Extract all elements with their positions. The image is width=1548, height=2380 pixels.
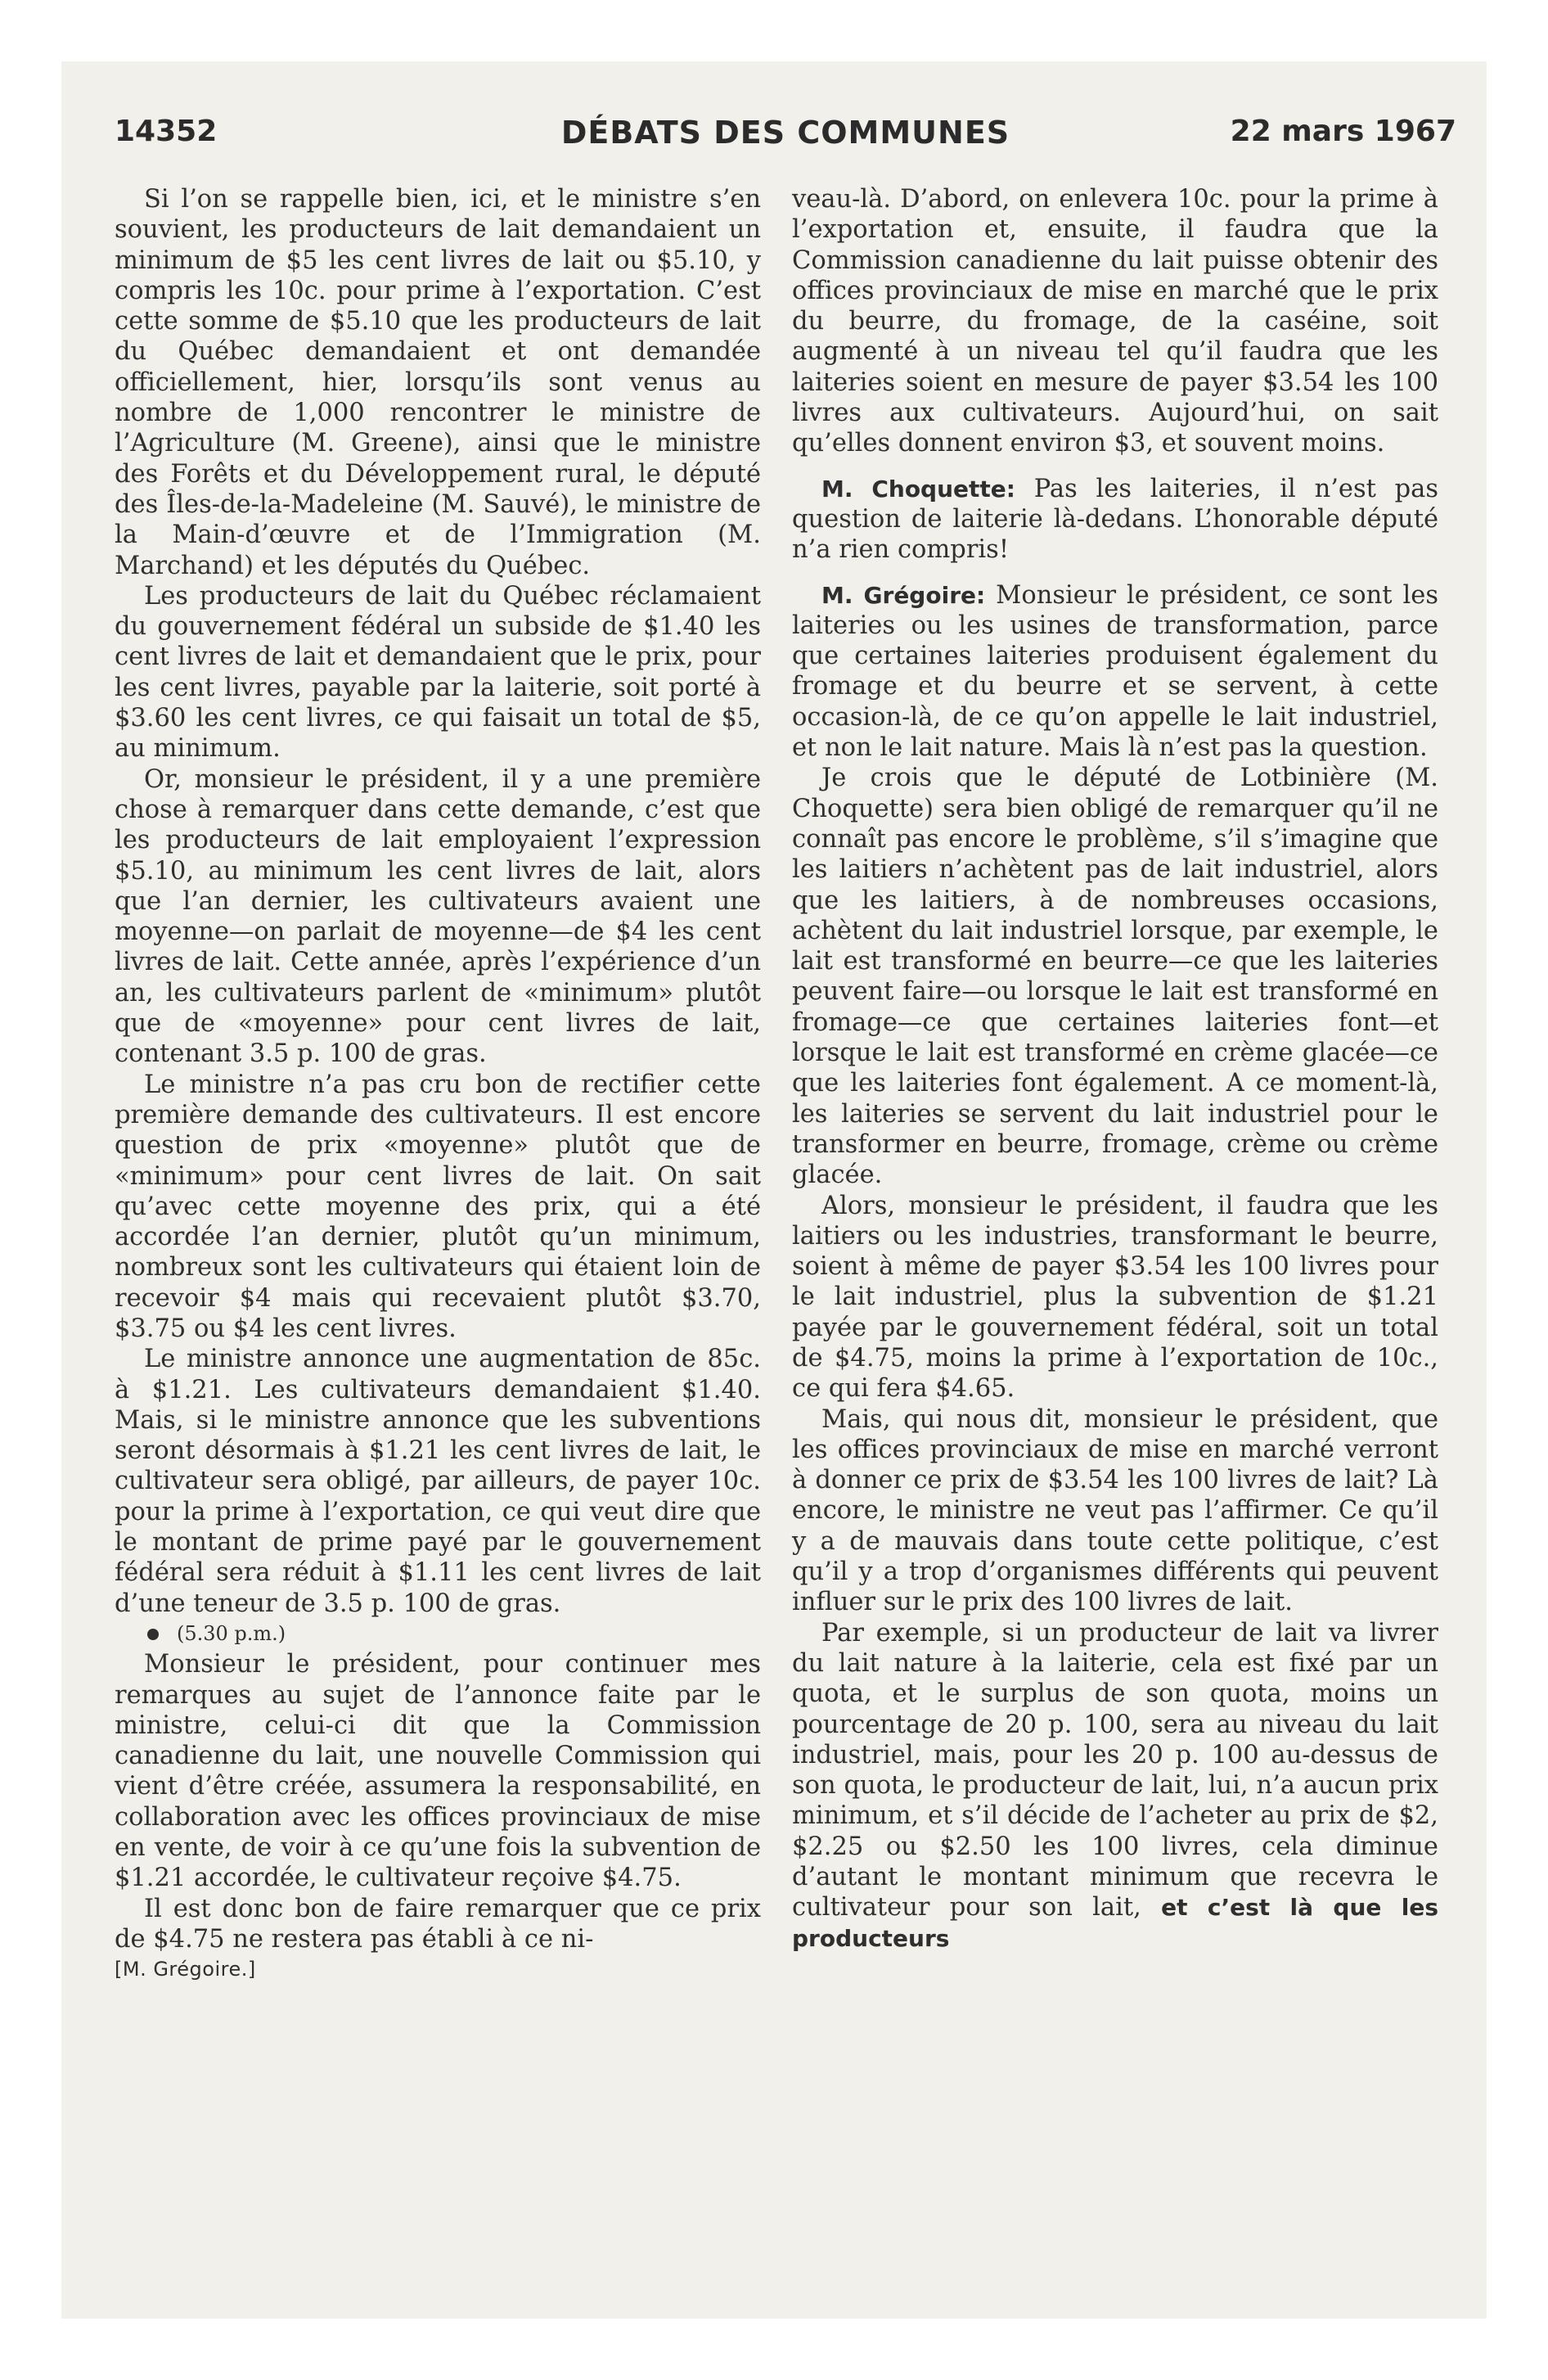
paragraph: veau-là. D’abord, on enlevera 10c. pour la prime à l’exportation et, ensuite, il faudra que la Commission canadienne du lait puisse obtenir des offices provinciaux de mise en marché que le prix du beurre, du fromage, de la caséine, soit augmenté à un niveau tel qu’il faudra que les laiteries soient en mesure de payer $3.54 les 100 livres aux cultivateurs. Aujourd’hui, on sait qu’elles donnent environ $3, et souvent moins. <box>792 185 1438 458</box>
paragraph: Si l’on se rappelle bien, ici, et le ministre s’en souvient, les producteurs de lait demandaient un minimum de $5 les cent livres de lait ou $5.10, y compris les 10c. pour prime à l’exportation. C’est cette somme de $5.10 que les producteurs de lait du Québec demandaient et ont demandée officiellement, hier, lorsqu’ils sont venus au nombre de 1,000 rencontrer le ministre de l’Agriculture (M. Greene), ainsi que le ministre des Forêts et du Développement rural, le député des Îles-de-la-Madeleine (M. Sauvé), le ministre de la Main-d’œuvre et de l’Immigration (M. Marchand) et les députés du Québec. <box>115 185 761 580</box>
paragraph: Alors, monsieur le président, il faudra que les laitiers ou les industries, transformant le beurre, soient à même de payer $3.54 les 100 livres pour le lait industriel, plus la subvention de $1.21 payée par le gouvernement fédéral, soit un total de $4.75, moins la prime à l’exportation de 10c., ce qui fera $4.65. <box>792 1191 1438 1404</box>
page-title: DÉBATS DES COMMUNES <box>560 115 1010 151</box>
page-date: 22 mars 1967 <box>1230 115 1456 148</box>
timestamp-text: (5.30 p.m.) <box>177 1621 286 1645</box>
timestamp <box>115 1619 761 1649</box>
paragraph: Les producteurs de lait du Québec réclamaient du gouvernement fédéral un subside de $1.40 les cent livres de lait et demandaient que le prix, pour les cent livres, payable par la laiterie, soit porté à $3.60 les cent livres, ce qui faisait un total de $5, au minimum. <box>115 581 761 764</box>
paragraph: Il est donc bon de faire remarquer que ce prix de $4.75 ne restera pas établi à ce ni- <box>115 1894 761 1954</box>
page-header <box>115 115 1456 156</box>
bullet-icon <box>147 1629 159 1640</box>
speaker-name: M. Grégoire: <box>821 581 986 609</box>
paragraph: Or, monsieur le président, il y a une première chose à remarquer dans cette demande, c’est que les producteurs de lait employaient l’expression $5.10, au minimum les cent livres de lait, alors que l’an dernier, les cultivateurs avaient une moyenne—on parlait de moyenne—de $4 les cent livres de lait. Cette année, après l’expérience d’un an, les cultivateurs parlent de «minimum» plutôt que de «moyenne» pour cent livres de lait, contenant 3.5 p. 100 de gras. <box>115 764 761 1069</box>
speaker-name: M. Choquette: <box>821 475 1015 503</box>
paragraph: Je crois que le député de Lotbinière (M. Choquette) sera bien obligé de remarquer qu’il ne connaît pas encore le problème, s’il s’imagine que les laitiers n’achètent pas de lait industriel, alors que les laitiers, à de nombreuses occasions, achètent du lait industriel lorsque, par exemple, le lait est transformé en beurre—ce que les laiteries peuvent faire—ou lorsque le lait est transformé en fromage—ce que certaines laiteries font—et lorsque le lait est transformé en crème glacée—ce que les laiteries font également. A ce moment-là, les laiteries se servent du lait industriel pour le transformer en beurre, fromage, crème ou crème glacée. <box>792 764 1438 1190</box>
speech-text: Pas les laiteries, il n’est pas question de laiterie là-dedans. L’honorable député n’a rien compris! <box>792 474 1439 565</box>
paragraph-text: Par exemple, si un producteur de lait va livrer du lait nature à la laiterie, cela est fixé par un quota, et le surplus de son quota, moins un pourcentage de 20 p. 100, sera au niveau du lait industriel, mais, pour les 20 p. 100 au-dessus de son quota, le producteur de lait, lui, n’a aucun prix minimum, et s’il décide de l’acheter au prix de $2, $2.25 ou $2.50 les 100 livres, cela diminue d’autant le montant minimum que recevra le cultivateur pour son lait, <box>792 1618 1438 1922</box>
paragraph: Monsieur le président, pour continuer mes remarques au sujet de l’annonce faite par le ministre, celui-ci dit que la Commission canadienne du lait, une nouvelle Commission qui vient d’être créée, assumera la responsabilité, en collaboration avec les offices provinciaux de mise en vente, de voir à ce qu’une fois la subvention de $1.21 accordée, le cultivateur reçoive $4.75. <box>115 1650 761 1893</box>
paragraph: Le ministre n’a pas cru bon de rectifier cette première demande des cultivateurs. Il est encore question de prix «moyenne» plutôt que de «minimum» pour cent livres de lait. On sait qu’avec cette moyenne des prix, qui a été accordée l’an dernier, plutôt qu’un minimum, nombreux sont les cultivateurs qui étaient loin de recevoir $4 mais qui recevaient plutôt $3.70, $3.75 ou $4 les cent livres. <box>115 1070 761 1343</box>
paragraph <box>792 1618 1438 1954</box>
paragraph-tail: et c’est là que les producteurs <box>792 1894 1438 1952</box>
paragraph-speech <box>792 580 1438 764</box>
speaker-attribution: [M. Grégoire.] <box>115 1958 256 1981</box>
right-column <box>792 184 1438 1954</box>
paragraph: Mais, qui nous dit, monsieur le président, que les offices provinciaux de mise en marché verront à donner ce prix de $3.54 les 100 livres de lait? Là encore, le ministre ne veut pas l’affirmer. Ce qu’il y a de mauvais dans toute cette politique, c’est qu’il y a trop d’organismes différents qui peuvent influer sur le prix des 100 livres de lait. <box>792 1404 1438 1617</box>
left-column <box>115 184 761 1986</box>
paragraph: Le ministre annonce une augmentation de 85c. à $1.21. Les cultivateurs demandaient $1.40. Mais, si le ministre annonce que les subventions seront désormais à $1.21 les cent livres de lait, le cultivateur sera obligé, par ailleurs, de payer 10c. pour la prime à l’exportation, ce qui veut dire que le montant de prime payé par le gouvernement fédéral sera réduit à $1.11 les cent livres de lait d’une teneur de 3.5 p. 100 de gras. <box>115 1345 761 1618</box>
paragraph-speech <box>792 474 1438 566</box>
speech-text: Monsieur le président, ce sont les laiteries ou les usines de transformation, parce que certaines laiteries produisent également du fromage et du beurre et se servent, à cette occasion-là, de ce qu’on appelle le lait industriel, et non le lait nature. Mais là n’est pas la question. <box>792 580 1438 763</box>
page-number: 14352 <box>115 115 218 148</box>
